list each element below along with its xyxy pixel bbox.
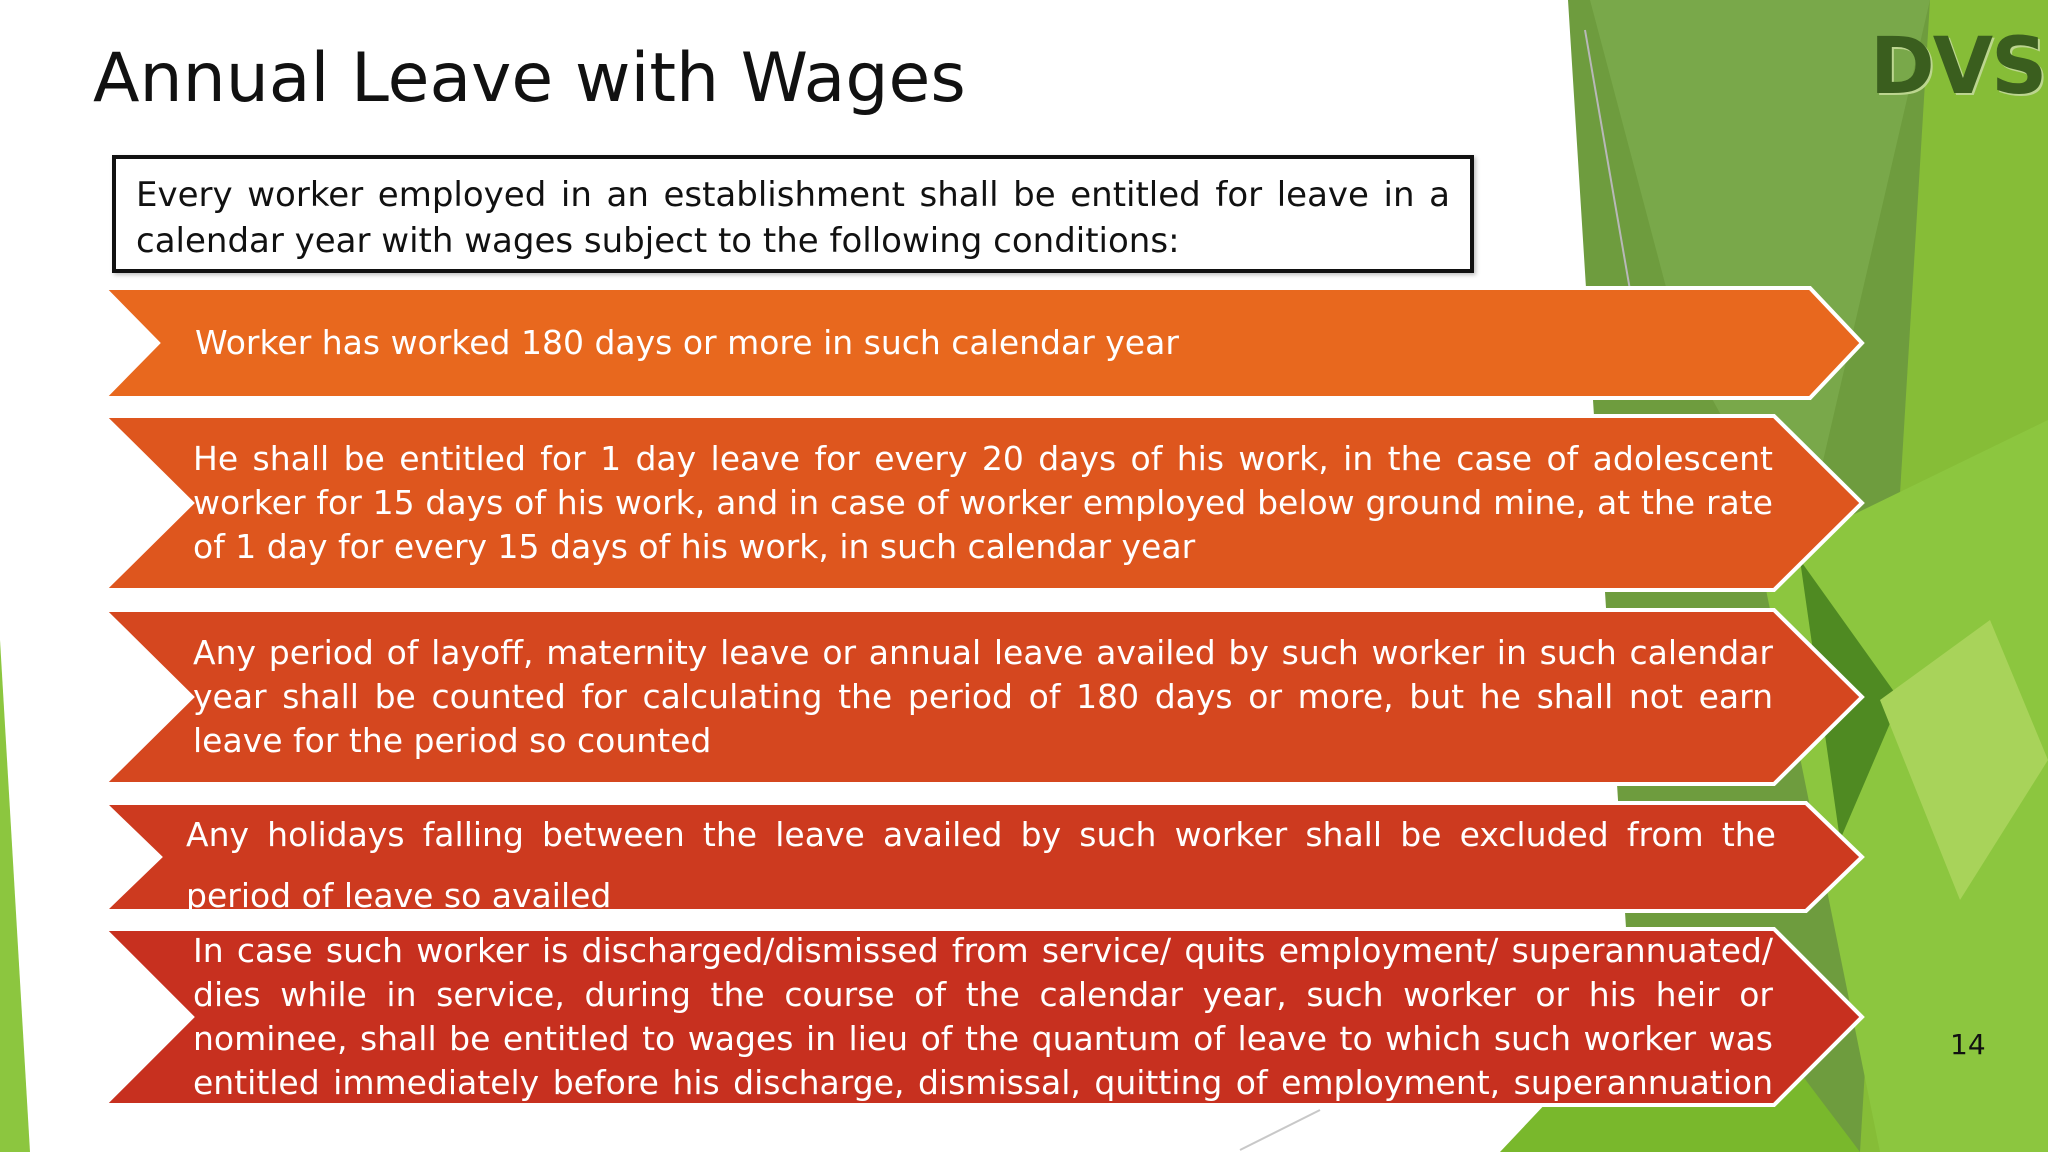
condition-chevron xyxy=(0,414,2048,592)
logo-text: DVS xyxy=(1870,22,2046,112)
condition-chevron xyxy=(0,801,2048,913)
page-number: 14 xyxy=(1950,1028,1986,1061)
intro-box xyxy=(112,155,1474,273)
condition-text: In case such worker is discharged/dismissed from service/ quits employment/ superannuated/ dies while in service, during the course of the calendar year, such worker or his heir or nominee, shall be entitled to wages in lieu of the quantum of leave to which such worker was entitled immediately before his discharge, dismissal, quitting of employment, superannuation or death xyxy=(193,931,1773,1146)
intro-text: Every worker employed in an establishment shall be entitled for leave in a calendar year with wages subject to the following conditions: xyxy=(136,175,1450,261)
slide-title: Annual Leave with Wages xyxy=(93,39,966,118)
condition-text: He shall be entitled for 1 day leave for every 20 days of his work, in the case of adolescent worker for 15 days of his work, and in case of worker employed below ground mine, at the rate of 1 day for every 15 days of his work, in such calendar year xyxy=(193,439,1773,566)
condition-text: Any period of layoff, maternity leave or annual leave availed by such worker in such calendar year shall be counted for calculating the period of 180 days or more, but he shall not earn leave for the period so counted xyxy=(193,633,1773,760)
condition-chevron xyxy=(0,927,2048,1146)
condition-text: Worker has worked 180 days or more in such calendar year xyxy=(195,323,1179,362)
dvs-logo xyxy=(1870,22,2046,127)
condition-chevron xyxy=(0,286,2048,400)
condition-text: Any holidays falling between the leave availed by such worker shall be excluded from the period of leave so availed xyxy=(186,815,1776,915)
condition-chevron xyxy=(0,608,2048,786)
